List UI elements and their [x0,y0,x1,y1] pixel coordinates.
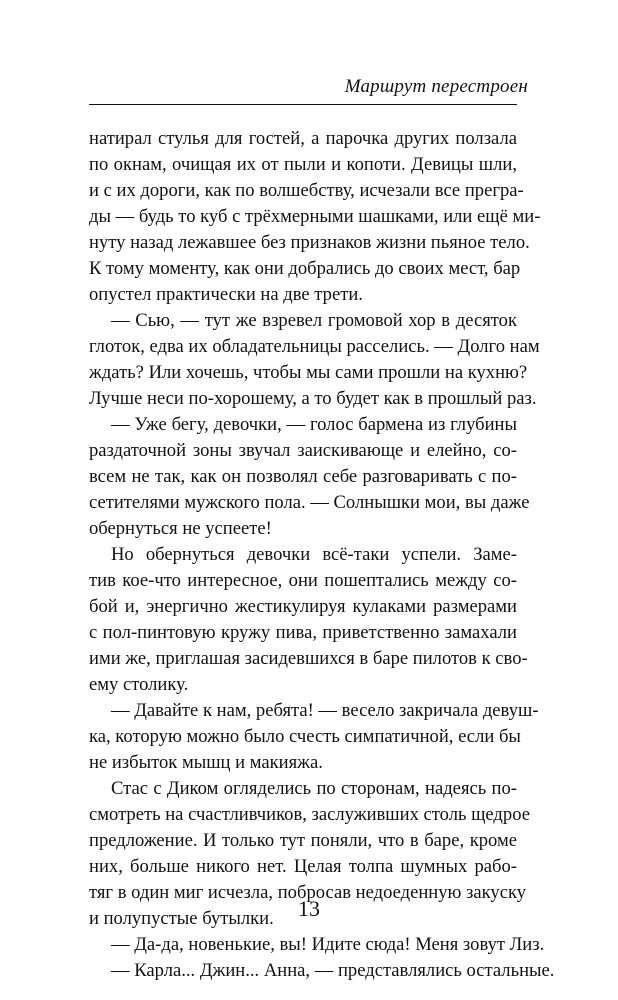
text-line: всем не так, как он позволял себе разговаривать с по- [89,466,517,487]
text-line: — Уже бегу, девочки, — голос бармена из глубины [111,414,517,435]
text-line: ка, которую можно было счесть симпатичной, если бы [89,726,521,747]
text-line: предложение. И только тут поняли, что в баре, кроме [89,830,517,851]
text-line: Но обернуться девочки всё-таки успели. Заме- [111,544,517,565]
text-line: не избыток мышц и макияжа. [89,752,323,773]
text-line: — Карла... Джин... Анна, — представлялись остальные. [111,960,555,981]
text-line: Лучше неси по-хорошему, а то будет как в прошлый раз. [89,388,537,409]
text-line: с пол-пинтовую кружу пива, приветственно замахали [89,622,517,643]
body-text [89,126,555,984]
text-line: глоток, едва их обладательницы расселись. — Долго нам [89,336,540,357]
text-line: раздаточной зоны звучал заискивающе и елейно, со- [89,440,517,461]
text-line: бой и, энергично жестикулируя кулаками размерами [89,596,517,617]
text-line: ждать? Или хочешь, чтобы мы сами прошли на кухню? [89,362,528,383]
text-line: тяг в один миг исчезла, побросав недоеденную закуску [89,882,527,903]
text-line: — Давайте к нам, ребята! — весело закричала девуш- [111,700,539,721]
text-line: смотреть на счастливчиков, заслуживших столь щедрое [89,804,530,825]
text-line: тив кое-что интересное, они пошептались между со- [89,570,517,591]
text-line: ды — будь то куб с трёхмерными шашками, или ещё ми- [89,206,541,227]
running-head: Маршрут перестроен [344,76,528,97]
text-line: по окнам, очищая их от пыли и копоти. Девицы шли, [89,154,517,175]
text-line: и полупустые бутылки. [89,908,274,929]
text-line: К тому моменту, как они добрались до своих мест, бар [89,258,521,279]
text-line: Стас с Диком огляделись по сторонам, надеясь по- [111,778,517,799]
text-line: них, больше никого нет. Целая толпа шумных рабо- [89,856,517,877]
text-line: опустел практически на две трети. [89,284,363,305]
header-rule [89,104,517,105]
text-line: — Да-да, новенькие, вы! Идите сюда! Меня зовут Лиз. [111,934,545,955]
text-line: ему столику. [89,674,189,695]
text-line: и с их дороги, как по волшебству, исчезали все прегра- [89,180,524,201]
page-number: 13 [298,896,320,921]
text-line: натирал стулья для гостей, а парочка других ползала [89,128,517,149]
text-line: сетителями мужского пола. — Солнышки мои, вы даже [89,492,530,513]
text-line: ими же, приглашая засидевшихся в баре пилотов к сво- [89,648,528,669]
text-line: обернуться не успеете! [89,518,272,539]
text-line: — Сью, — тут же взревел громовой хор в десяток [111,310,517,331]
text-line: нуту назад лежавшее без признаков жизни пьяное тело. [89,232,530,253]
